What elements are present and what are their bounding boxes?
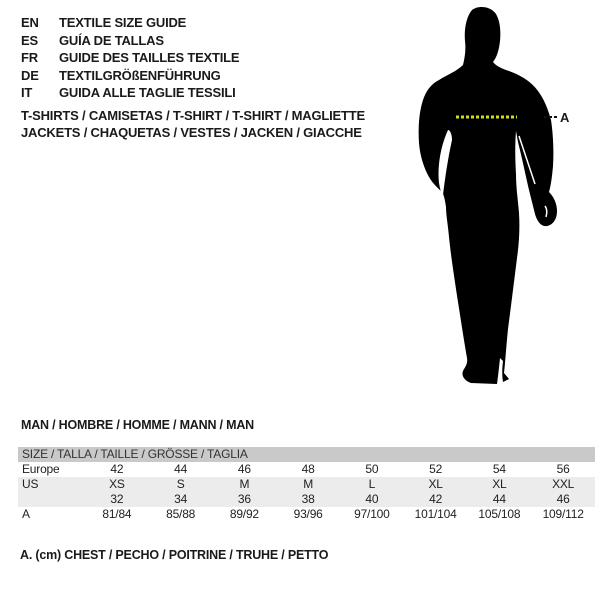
size-cell: M — [303, 477, 314, 491]
size-cell: 101/104 — [414, 507, 457, 521]
section-title-man: MAN / HOMBRE / HOMME / MANN / MAN — [21, 418, 254, 432]
row-label: Europe — [22, 462, 60, 476]
category-block — [21, 108, 365, 141]
measure-label-a: A — [560, 110, 570, 125]
size-cell: 97/100 — [354, 507, 390, 521]
language-row — [21, 14, 239, 32]
man-silhouette — [400, 0, 600, 420]
size-cell: 54 — [492, 462, 506, 476]
size-cell: L — [368, 477, 376, 491]
category-line-jackets: JACKETS / CHAQUETAS / VESTES / JACKEN / GIACCHE — [21, 124, 362, 140]
size-cell: 52 — [429, 462, 443, 476]
size-cell: XL — [492, 477, 507, 491]
language-label: TEXTILGRÖßENFÜHRUNG — [59, 67, 221, 83]
size-cell: 44 — [492, 492, 506, 506]
language-code: FR — [21, 50, 38, 65]
size-cell: 89/92 — [229, 507, 259, 521]
size-cell: 44 — [174, 462, 188, 476]
language-code: IT — [21, 85, 33, 100]
size-cell: 56 — [556, 462, 570, 476]
size-cell: 93/96 — [293, 507, 323, 521]
size-cell: 36 — [237, 492, 251, 506]
language-label: TEXTILE SIZE GUIDE — [59, 15, 187, 30]
silhouette-shape — [419, 7, 557, 384]
size-cell: 32 — [110, 492, 124, 506]
size-cell: 38 — [301, 492, 315, 506]
language-label: GUIDA ALLE TAGLIE TESSILI — [59, 85, 236, 100]
size-cell: 105/108 — [478, 507, 521, 521]
language-guide-list — [21, 14, 239, 102]
row-label: A — [22, 507, 30, 521]
size-cell: 50 — [365, 462, 379, 476]
size-cell: S — [176, 477, 185, 491]
language-code: DE — [21, 67, 39, 83]
row-label — [18, 492, 85, 507]
language-row — [21, 67, 239, 85]
size-cell: 85/88 — [166, 507, 196, 521]
language-row — [21, 84, 239, 102]
size-cell: 109/112 — [542, 507, 584, 521]
size-cell: 48 — [301, 462, 315, 476]
language-row — [21, 49, 239, 67]
size-cell: 34 — [174, 492, 188, 506]
size-cell: 42 — [429, 492, 443, 506]
size-cell: 46 — [237, 462, 251, 476]
chest-footnote: A. (cm) CHEST / PECHO / POITRINE / TRUHE / PETTO — [20, 548, 329, 562]
language-code: ES — [21, 32, 38, 48]
size-table — [18, 447, 595, 522]
language-row — [21, 32, 239, 50]
size-cell: 42 — [110, 462, 124, 476]
table-row — [18, 507, 595, 522]
size-cell: XS — [109, 477, 125, 491]
size-cell: 46 — [556, 492, 570, 506]
size-cell: XL — [428, 477, 443, 491]
size-cell: M — [239, 477, 250, 491]
table-row — [18, 477, 595, 492]
category-line-tshirts: T-SHIRTS / CAMISETAS / T-SHIRT / T-SHIRT / MAGLIETTE — [21, 108, 365, 123]
table-row — [18, 492, 595, 507]
language-label: GUÍA DE TALLAS — [59, 32, 164, 48]
size-cell: 40 — [365, 492, 379, 506]
row-label: US — [22, 477, 39, 491]
language-label: GUIDE DES TAILLES TEXTILE — [59, 50, 240, 65]
size-cell: XXL — [552, 477, 575, 491]
table-row — [18, 462, 595, 477]
size-table-header: SIZE / TALLA / TAILLE / GRÖSSE / TAGLIA — [18, 447, 595, 462]
language-code: EN — [21, 15, 39, 30]
size-cell: 81/84 — [102, 507, 132, 521]
